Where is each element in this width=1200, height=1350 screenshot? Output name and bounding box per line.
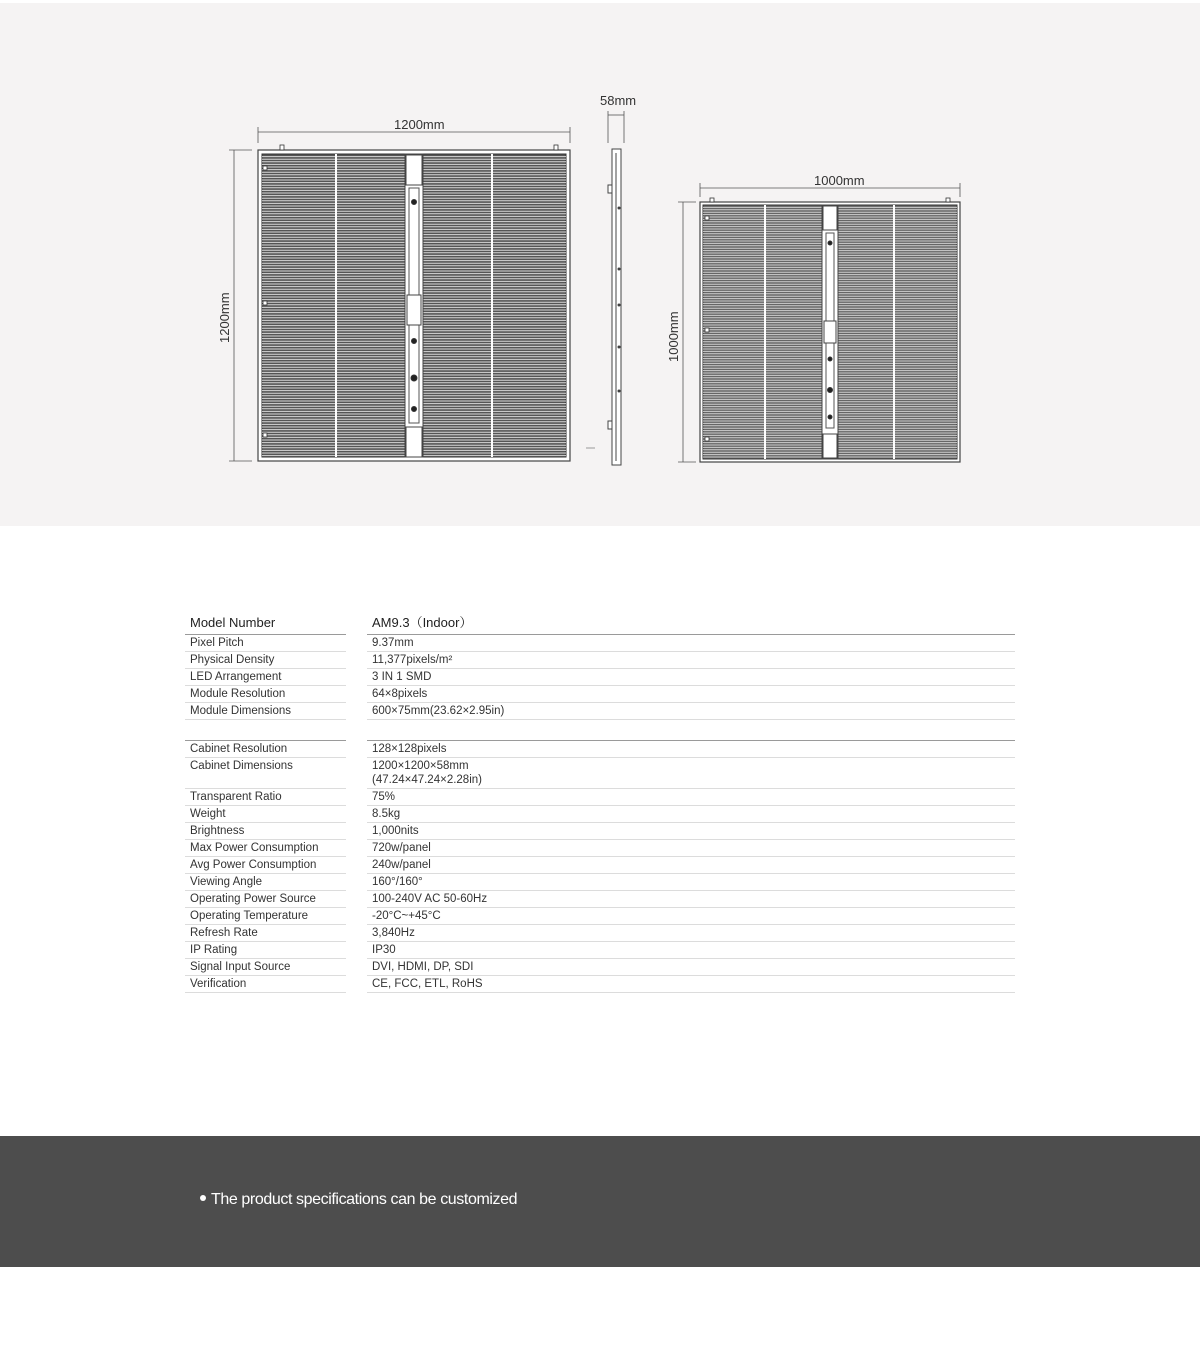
spec-value: 1,000nits (372, 825, 419, 837)
table-row (185, 741, 1015, 758)
table-row (185, 806, 1015, 823)
spec-label: Verification (190, 978, 247, 990)
customization-note-text: The product specifications can be customized (211, 1191, 518, 1208)
spec-label: Pixel Pitch (190, 637, 244, 649)
table-row (185, 635, 1015, 652)
spec-label: Avg Power Consumption (190, 859, 317, 871)
spec-value: 75% (372, 791, 396, 803)
table-row (185, 908, 1015, 925)
spec-header-label: Model Number (190, 615, 276, 630)
table-row (185, 959, 1015, 976)
small-height-label: 1000mm (666, 311, 681, 362)
table-row (185, 942, 1015, 959)
table-row (185, 891, 1015, 908)
spec-header-value: AM9.3（Indoor） (372, 615, 473, 630)
spec-value: -20°C~+45°C (372, 910, 441, 922)
bullet-icon (200, 1195, 206, 1201)
spec-label: Operating Power Source (190, 893, 316, 905)
table-row (185, 925, 1015, 942)
small-width-label: 1000mm (814, 173, 865, 188)
spec-value: IP30 (372, 944, 396, 956)
table-row (185, 874, 1015, 891)
cabinet-diagram (0, 3, 1200, 526)
spec-table (185, 612, 1015, 993)
spec-label: Transparent Ratio (190, 791, 282, 803)
spec-value: 600×75mm(23.62×2.95in) (372, 705, 505, 717)
spec-label: IP Rating (190, 944, 238, 956)
spec-label: Weight (190, 808, 226, 820)
spec-value: DVI, HDMI, DP, SDI (372, 961, 474, 973)
spec-value: 240w/panel (372, 859, 431, 871)
table-spacer-row (185, 720, 1015, 741)
spec-value: 128×128pixels (372, 743, 447, 755)
customization-note (200, 1191, 517, 1209)
spec-label: Viewing Angle (190, 876, 263, 888)
front-height-label: 1200mm (217, 292, 232, 343)
side-view-panel (586, 149, 621, 465)
front-height-dimension (229, 150, 252, 461)
spec-label: Cabinet Resolution (190, 743, 288, 755)
footer-band (0, 1136, 1200, 1267)
spec-header-row (185, 612, 1015, 635)
spec-value: 3 IN 1 SMD (372, 671, 432, 683)
side-depth-dimension (608, 111, 624, 143)
spec-label: Module Resolution (190, 688, 286, 700)
spec-value: 720w/panel (372, 842, 431, 854)
table-row (185, 976, 1015, 993)
spec-label: Refresh Rate (190, 927, 258, 939)
cabinet-drawing (0, 3, 1200, 526)
spec-value: 160°/160° (372, 876, 423, 888)
table-row (185, 823, 1015, 840)
table-row (185, 789, 1015, 806)
front-view-panel (258, 145, 570, 461)
small-view-panel (700, 198, 960, 462)
spec-label: Brightness (190, 825, 245, 837)
spec-label: Module Dimensions (190, 705, 291, 717)
side-depth-label: 58mm (600, 93, 637, 108)
table-row (185, 857, 1015, 874)
spec-value-secondary: (47.24×47.24×2.28in) (372, 774, 482, 786)
spec-value: 3,840Hz (372, 927, 415, 939)
spec-value: 1200×1200×58mm (372, 760, 469, 772)
spec-label: LED Arrangement (190, 671, 282, 683)
spec-value: 9.37mm (372, 637, 414, 649)
table-row (185, 758, 1015, 789)
table-row (185, 669, 1015, 686)
table-row (185, 686, 1015, 703)
table-row (185, 652, 1015, 669)
table-row (185, 840, 1015, 857)
spec-label: Max Power Consumption (190, 842, 319, 854)
spec-label: Signal Input Source (190, 961, 291, 973)
spec-value: 64×8pixels (372, 688, 428, 700)
spec-value: CE, FCC, ETL, RoHS (372, 978, 483, 990)
spec-value: 8.5kg (372, 808, 401, 820)
spec-value: 11,377pixels/m² (372, 654, 453, 666)
spec-value: 100-240V AC 50-60Hz (372, 893, 488, 905)
spec-label: Cabinet Dimensions (190, 760, 293, 772)
table-row (185, 703, 1015, 720)
spec-label: Operating Temperature (190, 910, 309, 922)
front-width-label: 1200mm (394, 117, 445, 132)
spec-label: Physical Density (190, 654, 275, 666)
